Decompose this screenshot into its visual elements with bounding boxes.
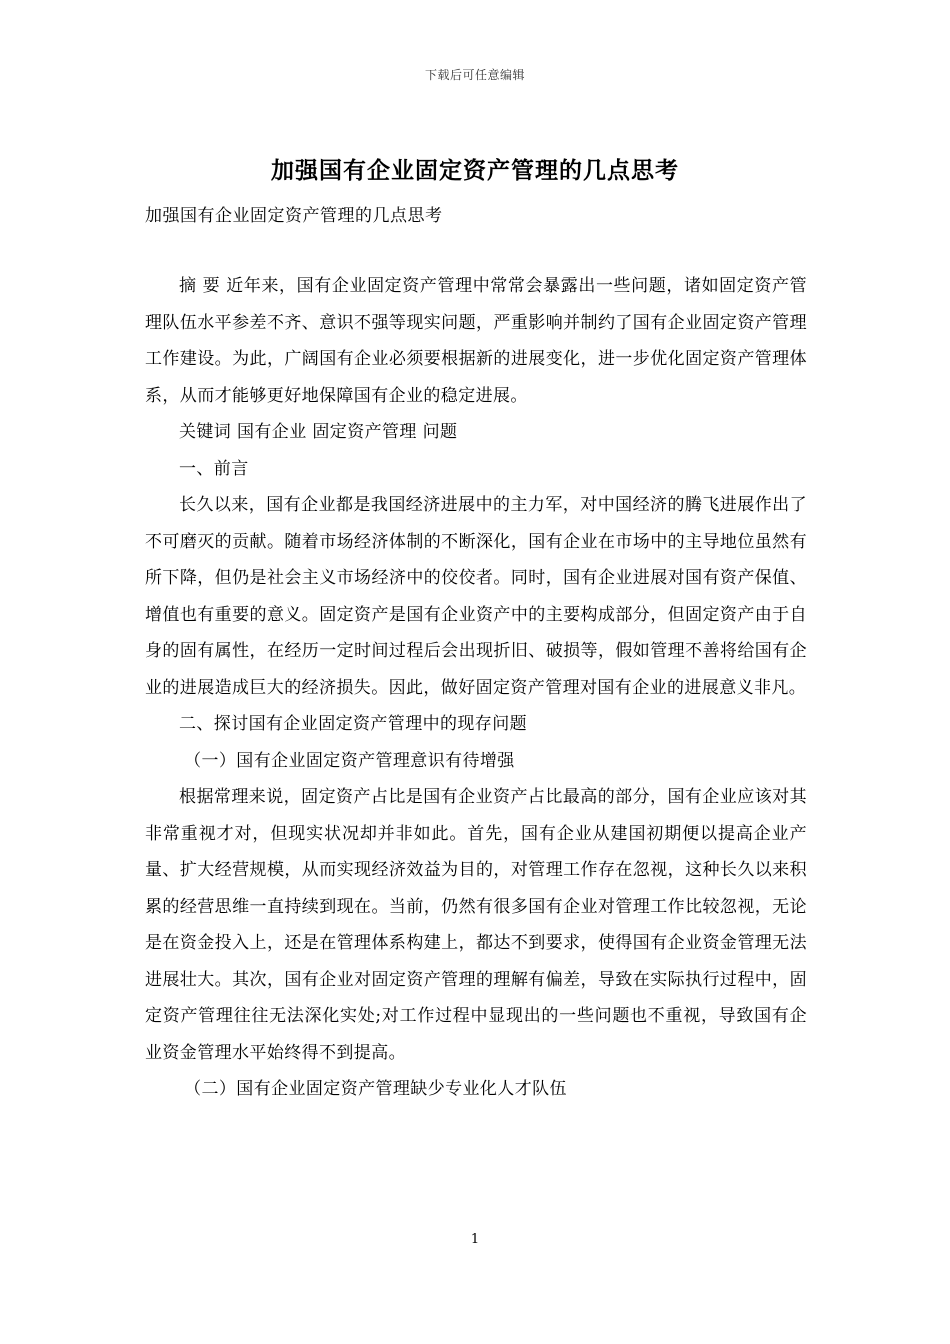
- subsection-heading-awareness: （一）国有企业固定资产管理意识有待增强: [184, 750, 515, 771]
- section-heading-preface: 一、前言: [179, 458, 249, 479]
- header-note: 下载后可任意编辑: [424, 68, 525, 82]
- body-paragraph: 长久以来，国有企业都是我国经济进展中的主力军，对中国经济的腾飞进展作出了不可磨灭的贡献。随着市场经济体制的不断深化，国有企业在市场中的主导地位虽然有所下降，但仍是社会主义市场经济中的佼佼者。同时，国有企业进展对国有资产保值、增值也有重要的意义。固定资产是国有企业资产中的主要构成部分，但固定资产由于自身的固有属性，在经历一定时间过程后会出现折旧、破损等，假如管理不善将给国有企业的进展造成巨大的经济损失。因此，做好固定资产管理对国有企业的进展意义非凡。: [145, 495, 807, 698]
- section-heading-problems: 二、探讨国有企业固定资产管理中的现存问题: [179, 714, 527, 734]
- document-title: 加强国有企业固定资产管理的几点思考: [271, 157, 679, 184]
- keywords-line: 关键词 国有企业 固定资产管理 问题: [179, 422, 458, 442]
- subsection-heading-talent: （二）国有企业固定资产管理缺少专业化人才队伍: [184, 1079, 567, 1099]
- abstract-paragraph: 摘 要 近年来，国有企业固定资产管理中常常会暴露出一些问题，诸如固定资产管理队伍水平参差不齐、意识不强等现实问题，严重影响并制约了国有企业固定资产管理工作建设。为此，广阔国有企业必须要根据新的进展变化，进一步优化固定资产管理体系，从而才能够更好地保障国有企业的稳定进展。: [145, 276, 807, 406]
- document-subtitle: 加强国有企业固定资产管理的几点思考: [145, 206, 443, 226]
- page-number: 1: [470, 1232, 480, 1247]
- document-body: [145, 268, 807, 1108]
- body-paragraph: 根据常理来说，固定资产占比是国有企业资产占比最高的部分，国有企业应该对其非常重视才对，但现实状况却并非如此。首先，国有企业从建国初期便以提高企业产量、扩大经营规模，从而实现经济效益为目的，对管理工作存在忽视，这种长久以来积累的经营思维一直持续到现在。当前，仍然有很多国有企业对管理工作比较忽视，无论是在资金投入上，还是在管理体系构建上，都达不到要求，使得国有企业资金管理无法进展壮大。其次，国有企业对固定资产管理的理解有偏差，导致在实际执行过程中，固定资产管理往往无法深化实处;对工作过程中显现出的一些问题也不重视，导致国有企业资金管理水平始终得不到提高。: [145, 787, 807, 1063]
